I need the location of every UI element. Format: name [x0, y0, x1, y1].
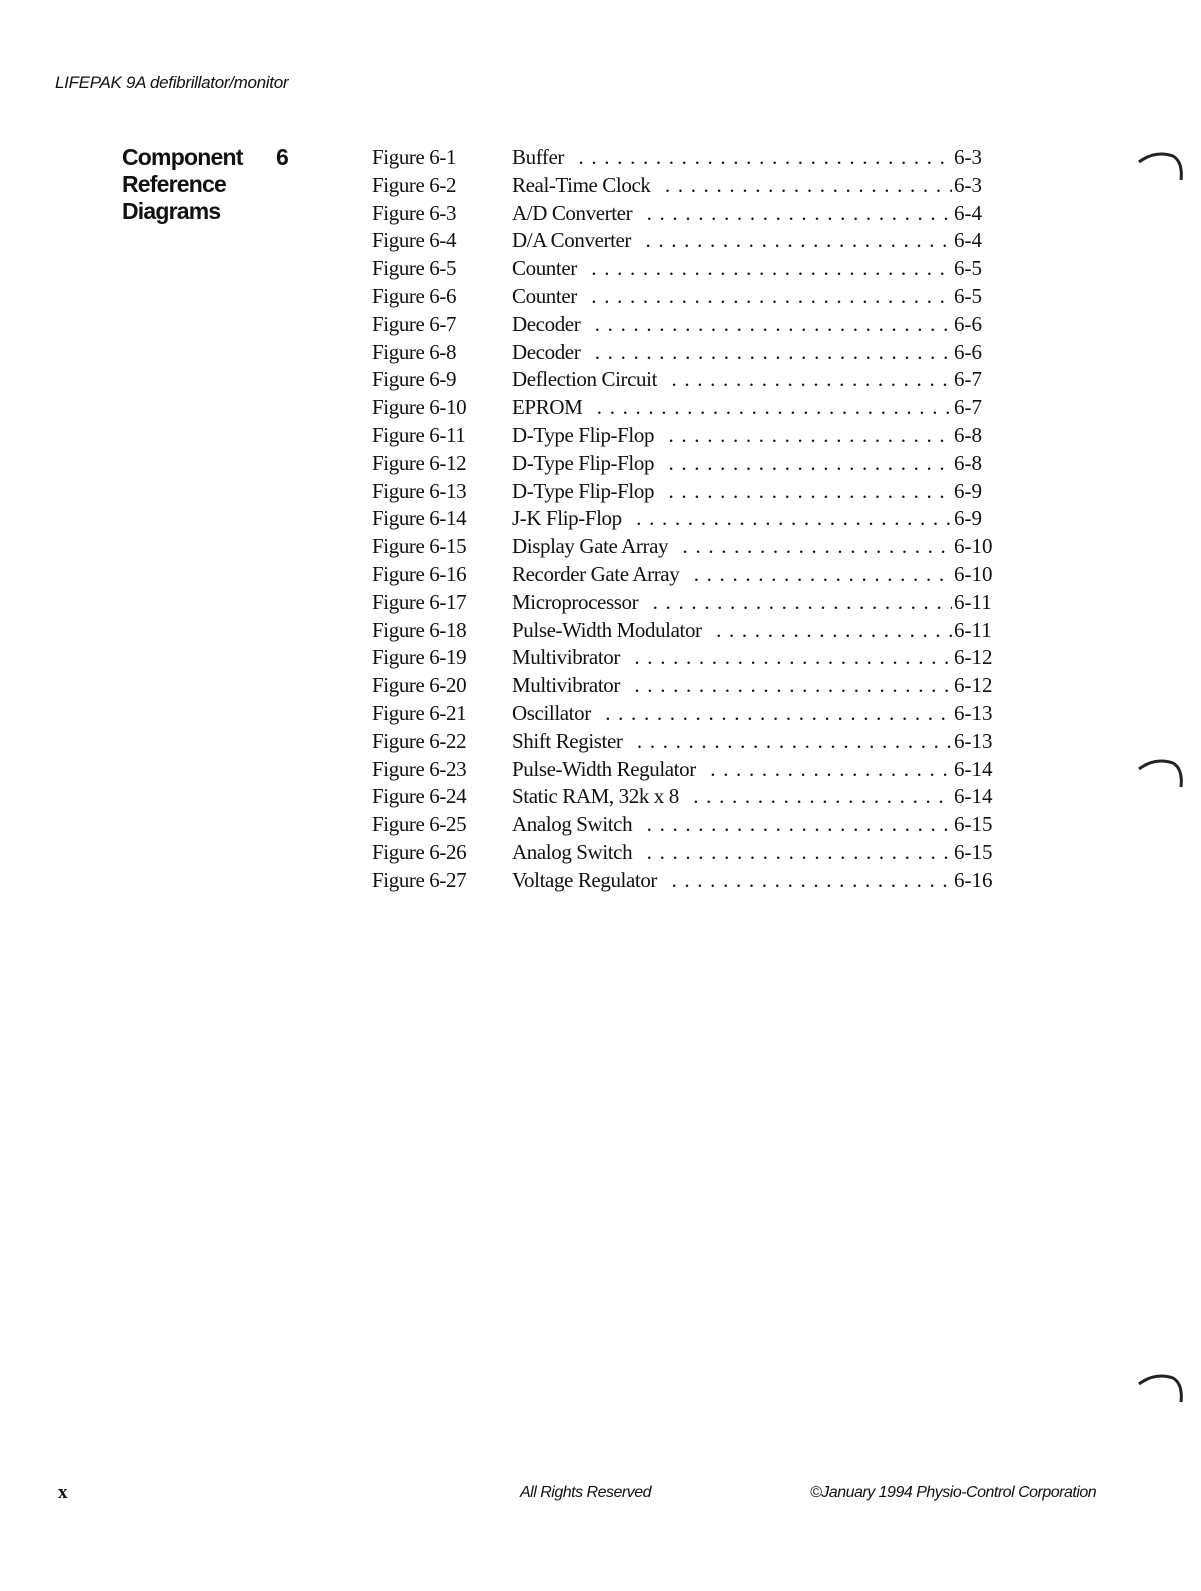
- figure-title-leader: [512, 479, 952, 504]
- page-reference: 6-8: [954, 450, 982, 475]
- figure-title-leader: [512, 673, 952, 698]
- running-head: LIFEPAK 9A defibrillator/monitor: [55, 73, 289, 92]
- figure-number: Figure 6-13: [372, 478, 467, 503]
- figure-title: A/D Converter: [512, 201, 640, 225]
- figure-title-leader: [512, 395, 952, 420]
- figure-title: Shift Register: [512, 729, 630, 753]
- figure-number: Figure 6-14: [372, 506, 467, 531]
- page-reference: 6-9: [954, 506, 982, 531]
- figure-title-leader: [512, 506, 952, 531]
- figure-title-leader: [512, 590, 952, 615]
- toc-row: [372, 840, 1012, 868]
- section-number: 6: [276, 144, 289, 170]
- page-reference: 6-5: [954, 283, 982, 308]
- figure-list: [372, 145, 1012, 896]
- page-reference: 6-3: [954, 172, 982, 197]
- figure-number: Figure 6-25: [372, 812, 467, 837]
- page-reference: 6-13: [954, 700, 993, 725]
- figure-number: Figure 6-24: [372, 784, 467, 809]
- page-reference: 6-7: [954, 367, 982, 392]
- copyright-notice: ©January 1994 Physio-Control Corporation: [810, 1484, 1097, 1501]
- figure-title-leader: [512, 534, 952, 559]
- figure-title-leader: [512, 729, 952, 754]
- figure-title: Analog Switch: [512, 812, 640, 836]
- page-number: x: [58, 1482, 67, 1503]
- figure-number: Figure 6-17: [372, 589, 467, 614]
- figure-number: Figure 6-22: [372, 728, 467, 753]
- figure-title: Real-Time Clock: [512, 173, 658, 197]
- figure-title: Voltage Regulator: [512, 868, 665, 892]
- section-title-line: Reference: [122, 171, 227, 197]
- figure-title-leader: [512, 284, 952, 309]
- page-reference: 6-13: [954, 728, 993, 753]
- figure-number: Figure 6-5: [372, 256, 457, 281]
- toc-row: [372, 256, 1012, 284]
- figure-number: Figure 6-4: [372, 228, 457, 253]
- figure-title-leader: [512, 312, 952, 337]
- figure-title: Counter: [512, 256, 585, 280]
- figure-title: J-K Flip-Flop: [512, 506, 630, 530]
- toc-row: [372, 590, 1012, 618]
- toc-row: [372, 479, 1012, 507]
- toc-row: [372, 506, 1012, 534]
- punch-hole-mark-icon: [1135, 1372, 1187, 1408]
- page-reference: 6-6: [954, 339, 982, 364]
- toc-row: [372, 868, 1012, 896]
- toc-row: [372, 534, 1012, 562]
- figure-title: Recorder Gate Array: [512, 562, 687, 586]
- toc-row: [372, 312, 1012, 340]
- figure-title: Decoder: [512, 340, 588, 364]
- toc-row: [372, 757, 1012, 785]
- figure-number: Figure 6-12: [372, 450, 467, 475]
- figure-number: Figure 6-9: [372, 367, 457, 392]
- page-reference: 6-10: [954, 534, 993, 559]
- figure-title: D-Type Flip-Flop: [512, 479, 662, 503]
- figure-title: Counter: [512, 284, 585, 308]
- figure-title: D-Type Flip-Flop: [512, 423, 662, 447]
- figure-title: Buffer: [512, 145, 572, 169]
- figure-title: EPROM: [512, 395, 590, 419]
- rights-notice: All Rights Reserved: [520, 1484, 651, 1501]
- toc-row: [372, 451, 1012, 479]
- page-reference: 6-8: [954, 422, 982, 447]
- toc-row: [372, 395, 1012, 423]
- figure-title: Static RAM, 32k x 8: [512, 784, 687, 808]
- figure-number: Figure 6-19: [372, 645, 467, 670]
- figure-number: Figure 6-6: [372, 283, 457, 308]
- toc-row: [372, 812, 1012, 840]
- page-reference: 6-14: [954, 784, 993, 809]
- toc-row: [372, 201, 1012, 229]
- figure-title: D/A Converter: [512, 228, 639, 252]
- figure-title-leader: [512, 340, 952, 365]
- toc-row: [372, 284, 1012, 312]
- page-reference: 6-11: [954, 617, 992, 642]
- toc-row: [372, 173, 1012, 201]
- figure-number: Figure 6-27: [372, 867, 467, 892]
- toc-row: [372, 618, 1012, 646]
- page-reference: 6-7: [954, 395, 982, 420]
- figure-title-leader: [512, 812, 952, 837]
- page-reference: 6-4: [954, 228, 982, 253]
- figure-title: Microprocessor: [512, 590, 646, 614]
- figure-title-leader: [512, 423, 952, 448]
- figure-title-leader: [512, 757, 952, 782]
- figure-number: Figure 6-18: [372, 617, 467, 642]
- figure-title-leader: [512, 451, 952, 476]
- toc-row: [372, 645, 1012, 673]
- figure-title-leader: [512, 618, 952, 643]
- section-title: [122, 144, 272, 225]
- punch-hole-mark-icon: [1135, 150, 1187, 186]
- figure-title-leader: [512, 256, 952, 281]
- page-reference: 6-10: [954, 561, 993, 586]
- page-reference: 6-4: [954, 200, 982, 225]
- figure-title: Pulse-Width Regulator: [512, 757, 704, 781]
- figure-title-leader: [512, 840, 952, 865]
- page-reference: 6-6: [954, 311, 982, 336]
- page-reference: 6-14: [954, 756, 993, 781]
- figure-number: Figure 6-16: [372, 561, 467, 586]
- figure-title-leader: [512, 645, 952, 670]
- figure-number: Figure 6-23: [372, 756, 467, 781]
- figure-number: Figure 6-3: [372, 200, 457, 225]
- figure-title-leader: [512, 701, 952, 726]
- page-reference: 6-5: [954, 256, 982, 281]
- figure-number: Figure 6-1: [372, 145, 457, 169]
- page-reference: 6-15: [954, 812, 993, 837]
- page-reference: 6-12: [954, 673, 993, 698]
- figure-title: Decoder: [512, 312, 588, 336]
- section-title-line: Component: [122, 144, 243, 170]
- page-reference: 6-16: [954, 867, 993, 892]
- section-title-line: Diagrams: [122, 198, 221, 224]
- figure-title-leader: [512, 868, 952, 893]
- figure-number: Figure 6-10: [372, 395, 467, 420]
- toc-row: [372, 145, 1012, 173]
- toc-row: [372, 673, 1012, 701]
- page-reference: 6-15: [954, 839, 993, 864]
- figure-title: Pulse-Width Modulator: [512, 618, 710, 642]
- figure-title-leader: [512, 228, 952, 253]
- toc-row: [372, 729, 1012, 757]
- figure-number: Figure 6-2: [372, 172, 457, 197]
- figure-number: Figure 6-15: [372, 534, 467, 559]
- toc-row: [372, 562, 1012, 590]
- toc-row: [372, 228, 1012, 256]
- figure-number: Figure 6-7: [372, 311, 457, 336]
- punch-hole-mark-icon: [1135, 757, 1187, 793]
- figure-title: D-Type Flip-Flop: [512, 451, 662, 475]
- figure-title-leader: [512, 784, 952, 809]
- figure-number: Figure 6-8: [372, 339, 457, 364]
- figure-title-leader: [512, 201, 952, 226]
- toc-row: [372, 340, 1012, 368]
- toc-row: [372, 367, 1012, 395]
- figure-title: Display Gate Array: [512, 534, 676, 558]
- figure-title-leader: [512, 173, 952, 198]
- figure-title: Multivibrator: [512, 673, 628, 697]
- page-reference: 6-3: [954, 145, 982, 169]
- page-reference: 6-11: [954, 589, 992, 614]
- figure-number: Figure 6-21: [372, 700, 467, 725]
- figure-number: Figure 6-26: [372, 839, 467, 864]
- figure-title: Oscillator: [512, 701, 599, 725]
- figure-title: Analog Switch: [512, 840, 640, 864]
- figure-title-leader: [512, 562, 952, 587]
- toc-row: [372, 423, 1012, 451]
- figure-number: Figure 6-11: [372, 422, 466, 447]
- figure-title: Multivibrator: [512, 645, 628, 669]
- figure-title-leader: [512, 367, 952, 392]
- figure-title-leader: [512, 145, 952, 170]
- page-reference: 6-9: [954, 478, 982, 503]
- figure-number: Figure 6-20: [372, 673, 467, 698]
- figure-title: Deflection Circuit: [512, 367, 665, 391]
- toc-row: [372, 784, 1012, 812]
- toc-row: [372, 701, 1012, 729]
- page-reference: 6-12: [954, 645, 993, 670]
